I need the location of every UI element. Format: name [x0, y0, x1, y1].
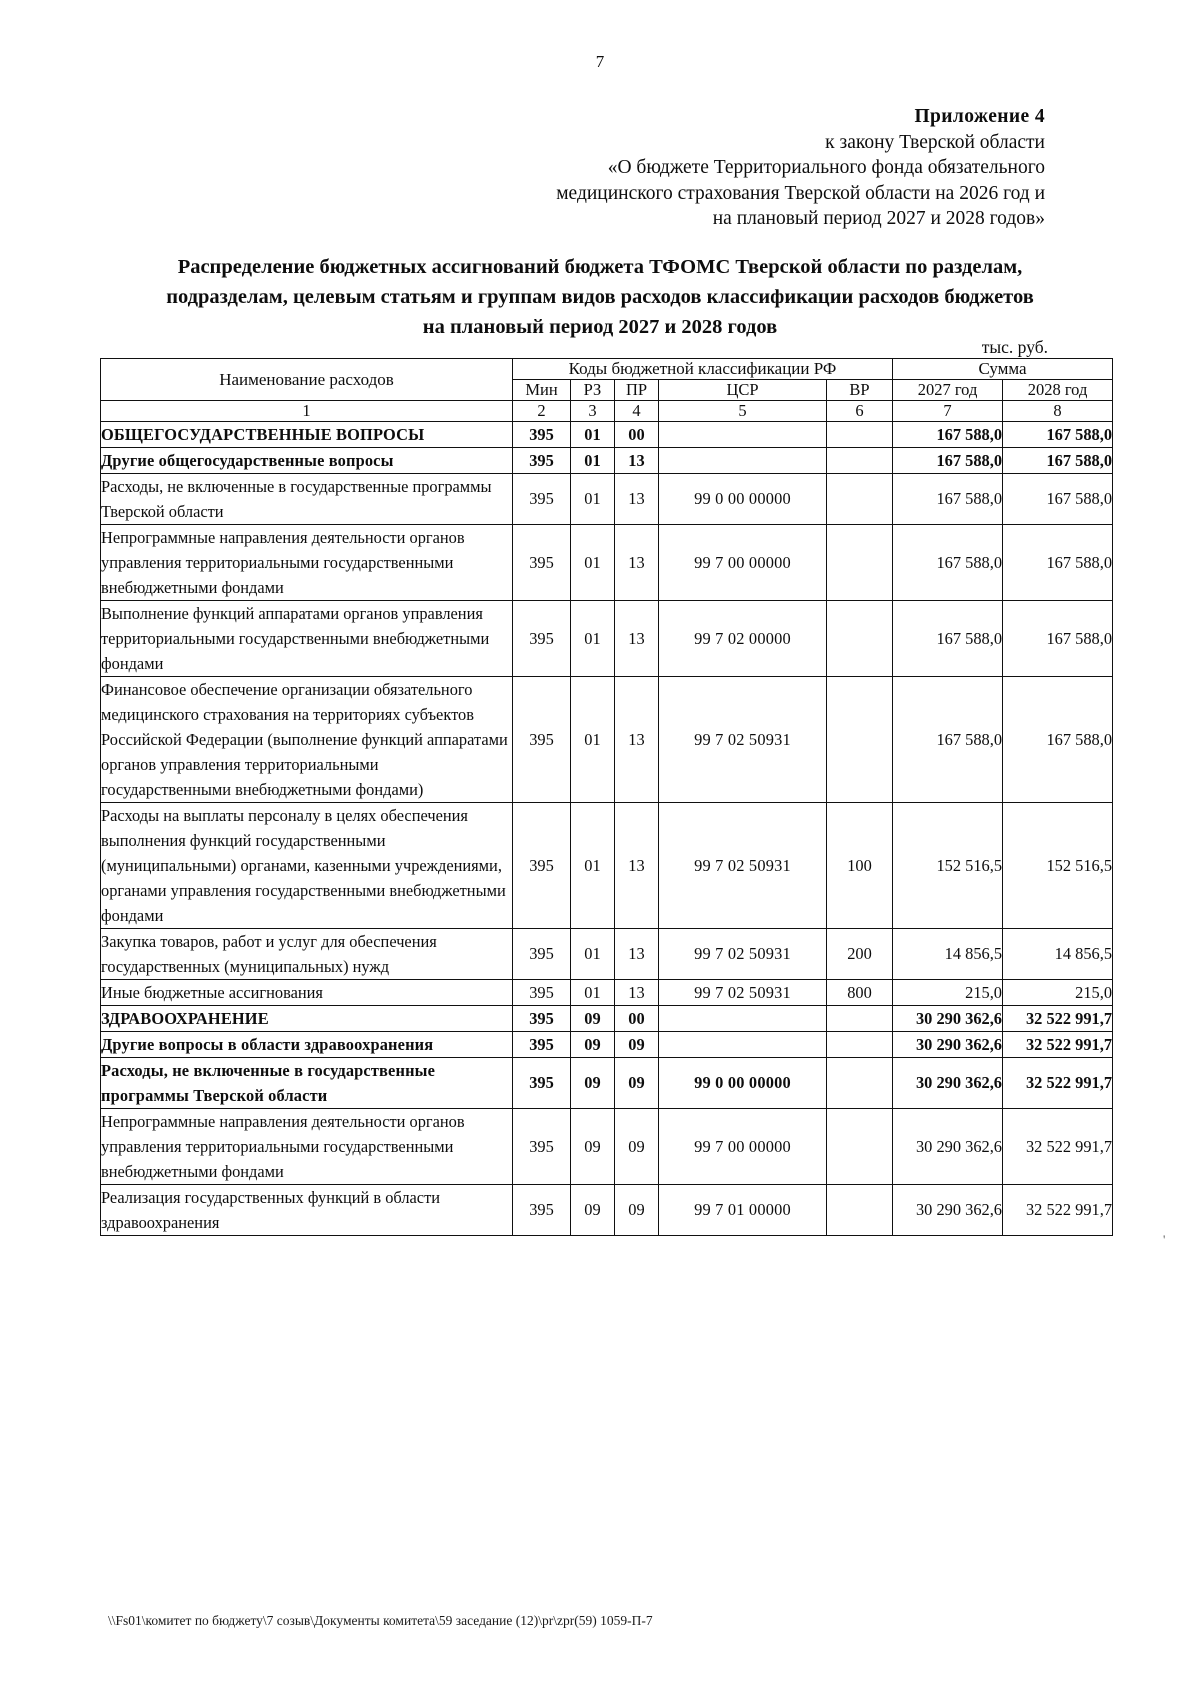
- cell-pr: 13: [615, 980, 659, 1006]
- table-row: [101, 929, 1113, 980]
- cell-sum-2028: 32 522 991,7: [1003, 1006, 1113, 1032]
- cell-rz: 09: [571, 1032, 615, 1058]
- cell-csr: 99 7 02 50931: [659, 803, 827, 929]
- document-title-line-2: подразделам, целевым статьям и группам видов расходов классификации расходов бюджетов: [166, 286, 1034, 308]
- units-note: тыс. руб.: [981, 337, 1048, 357]
- cell-sum-2027: 30 290 362,6: [893, 1058, 1003, 1109]
- cell-pr: 13: [615, 929, 659, 980]
- header-codes-group: Коды бюджетной классификации РФ: [513, 359, 893, 380]
- table-row: [101, 1185, 1113, 1236]
- cell-sum-2027: 167 588,0: [893, 525, 1003, 601]
- cell-min: 395: [513, 422, 571, 448]
- cell-name: Непрограммные направления деятельности органов управления территориальными государственными внебюджетными фондами: [101, 1109, 513, 1185]
- cell-csr: 99 0 00 00000: [659, 474, 827, 525]
- cell-sum-2027: 30 290 362,6: [893, 1185, 1003, 1236]
- footer-file-path: \\Fs01\комитет по бюджету\7 созыв\Документы комитета\59 заседание (12)\pr\zpr(59) 1059-П-7: [108, 1613, 653, 1628]
- cell-csr: 99 7 02 00000: [659, 601, 827, 677]
- cell-sum-2027: 167 588,0: [893, 677, 1003, 803]
- cell-sum-2028: 32 522 991,7: [1003, 1185, 1113, 1236]
- cell-csr: 99 7 02 50931: [659, 677, 827, 803]
- header-name: Наименование расходов: [101, 359, 513, 401]
- cell-min: 395: [513, 803, 571, 929]
- cell-sum-2028: 215,0: [1003, 980, 1113, 1006]
- cell-pr: 13: [615, 803, 659, 929]
- cell-sum-2028: 32 522 991,7: [1003, 1058, 1113, 1109]
- cell-pr: 09: [615, 1185, 659, 1236]
- document-title: [100, 252, 1100, 342]
- appendix-line-1: к закону Тверской области: [825, 131, 1045, 153]
- cell-csr: 99 7 00 00000: [659, 525, 827, 601]
- cell-min: 395: [513, 474, 571, 525]
- cell-sum-2027: 30 290 362,6: [893, 1032, 1003, 1058]
- cell-rz: 01: [571, 803, 615, 929]
- cell-vr: [827, 1032, 893, 1058]
- cell-rz: 01: [571, 422, 615, 448]
- cell-sum-2028: 167 588,0: [1003, 677, 1113, 803]
- cell-pr: 13: [615, 448, 659, 474]
- cell-name: Другие вопросы в области здравоохранения: [101, 1032, 513, 1058]
- cell-name: Финансовое обеспечение организации обязательного медицинского страхования на территориях субъектов Российской Федерации (выполнение функций аппаратами органов управления территориальными государственными внебюджетными фондами): [101, 677, 513, 803]
- table-body: [101, 422, 1113, 1236]
- cell-name: Расходы на выплаты персоналу в целях обеспечения выполнения функций государственными (муниципальными) органами, казенными учреждениями, органами управления государственными внебюджетными фондами: [101, 803, 513, 929]
- cell-pr: 00: [615, 422, 659, 448]
- header-row-groups: [101, 359, 1113, 380]
- cell-csr: [659, 422, 827, 448]
- cell-min: 395: [513, 677, 571, 803]
- cell-name: Другие общегосударственные вопросы: [101, 448, 513, 474]
- cell-min: 395: [513, 1058, 571, 1109]
- appendix-line-4: на плановый период 2027 и 2028 годов»: [712, 208, 1045, 229]
- cell-rz: 01: [571, 474, 615, 525]
- column-number-7: 7: [893, 401, 1003, 422]
- cell-min: 395: [513, 980, 571, 1006]
- table-row: [101, 525, 1113, 601]
- column-number-8: 8: [1003, 401, 1113, 422]
- cell-sum-2027: 167 588,0: [893, 601, 1003, 677]
- appendix-reference-block: [405, 104, 1045, 232]
- header-min: Мин: [513, 380, 571, 401]
- page-number: 7: [595, 52, 605, 71]
- cell-sum-2028: 167 588,0: [1003, 422, 1113, 448]
- cell-pr: 09: [615, 1109, 659, 1185]
- table-row: [101, 1006, 1113, 1032]
- cell-rz: 09: [571, 1006, 615, 1032]
- cell-csr: 99 7 01 00000: [659, 1185, 827, 1236]
- document-title-line-3: на плановый период 2027 и 2028 годов: [422, 316, 778, 338]
- table-row: [101, 1032, 1113, 1058]
- table-row: [101, 601, 1113, 677]
- document-title-line-1: Распределение бюджетных ассигнований бюджета ТФОМС Тверской области по разделам,: [177, 256, 1023, 278]
- cell-pr: 13: [615, 474, 659, 525]
- header-sum-group: Сумма: [893, 359, 1113, 380]
- header-vr: ВР: [827, 380, 893, 401]
- cell-vr: [827, 677, 893, 803]
- column-number-1: 1: [101, 401, 513, 422]
- cell-rz: 01: [571, 980, 615, 1006]
- cell-pr: 09: [615, 1032, 659, 1058]
- cell-vr: [827, 422, 893, 448]
- table-row: [101, 1058, 1113, 1109]
- cell-name: Расходы, не включенные в государственные программы Тверской области: [101, 1058, 513, 1109]
- cell-vr: [827, 1058, 893, 1109]
- cell-vr: [827, 525, 893, 601]
- cell-pr: 09: [615, 1058, 659, 1109]
- cell-sum-2027: 30 290 362,6: [893, 1109, 1003, 1185]
- cell-sum-2027: 14 856,5: [893, 929, 1003, 980]
- cell-vr: 200: [827, 929, 893, 980]
- cell-csr: [659, 448, 827, 474]
- header-rz: РЗ: [571, 380, 615, 401]
- cell-csr: 99 7 02 50931: [659, 980, 827, 1006]
- cell-sum-2027: 215,0: [893, 980, 1003, 1006]
- cell-pr: 13: [615, 601, 659, 677]
- cell-sum-2028: 167 588,0: [1003, 601, 1113, 677]
- column-number-5: 5: [659, 401, 827, 422]
- appendix-line-3: медицинского страхования Тверской области на 2026 год и: [556, 182, 1045, 204]
- cell-csr: [659, 1032, 827, 1058]
- header-year-2028: 2028 год: [1003, 380, 1113, 401]
- column-number-4: 4: [615, 401, 659, 422]
- cell-name: ЗДРАВООХРАНЕНИЕ: [101, 1006, 513, 1032]
- cell-min: 395: [513, 525, 571, 601]
- appendix-line-2: «О бюджете Территориального фонда обязательного: [607, 157, 1045, 178]
- cell-pr: 00: [615, 1006, 659, 1032]
- cell-vr: [827, 448, 893, 474]
- cell-csr: 99 7 00 00000: [659, 1109, 827, 1185]
- cell-vr: [827, 1185, 893, 1236]
- cell-vr: [827, 1006, 893, 1032]
- cell-csr: 99 0 00 00000: [659, 1058, 827, 1109]
- cell-sum-2028: 14 856,5: [1003, 929, 1113, 980]
- cell-name: Расходы, не включенные в государственные программы Тверской области: [101, 474, 513, 525]
- cell-pr: 13: [615, 525, 659, 601]
- cell-vr: [827, 1109, 893, 1185]
- cell-min: 395: [513, 448, 571, 474]
- cell-sum-2028: 167 588,0: [1003, 474, 1113, 525]
- cell-sum-2028: 167 588,0: [1003, 448, 1113, 474]
- cell-sum-2028: 32 522 991,7: [1003, 1032, 1113, 1058]
- header-pr: ПР: [615, 380, 659, 401]
- cell-name: Непрограммные направления деятельности органов управления территориальными государственными внебюджетными фондами: [101, 525, 513, 601]
- column-number-2: 2: [513, 401, 571, 422]
- cell-vr: [827, 474, 893, 525]
- cell-sum-2027: 167 588,0: [893, 474, 1003, 525]
- cell-sum-2028: 152 516,5: [1003, 803, 1113, 929]
- cell-min: 395: [513, 1185, 571, 1236]
- table-row: [101, 448, 1113, 474]
- cell-rz: 01: [571, 525, 615, 601]
- cell-vr: [827, 601, 893, 677]
- cell-pr: 13: [615, 677, 659, 803]
- appendix-title: Приложение 4: [914, 106, 1045, 127]
- cell-vr: 100: [827, 803, 893, 929]
- cell-csr: [659, 1006, 827, 1032]
- cell-min: 395: [513, 1032, 571, 1058]
- header-year-2027: 2027 год: [893, 380, 1003, 401]
- cell-sum-2027: 152 516,5: [893, 803, 1003, 929]
- cell-sum-2027: 30 290 362,6: [893, 1006, 1003, 1032]
- cell-name: Реализация государственных функций в области здравоохранения: [101, 1185, 513, 1236]
- column-number-6: 6: [827, 401, 893, 422]
- table-row: [101, 1109, 1113, 1185]
- budget-table-container: [100, 358, 1113, 1236]
- table-row: [101, 803, 1113, 929]
- cell-rz: 09: [571, 1185, 615, 1236]
- cell-min: 395: [513, 1006, 571, 1032]
- column-number-3: 3: [571, 401, 615, 422]
- table-row: [101, 980, 1113, 1006]
- cell-sum-2027: 167 588,0: [893, 448, 1003, 474]
- cell-rz: 01: [571, 448, 615, 474]
- table-row: [101, 677, 1113, 803]
- cell-sum-2028: 167 588,0: [1003, 525, 1113, 601]
- cell-min: 395: [513, 1109, 571, 1185]
- table-row: [101, 474, 1113, 525]
- cell-sum-2028: 32 522 991,7: [1003, 1109, 1113, 1185]
- cell-min: 395: [513, 601, 571, 677]
- cell-vr: 800: [827, 980, 893, 1006]
- cell-rz: 01: [571, 929, 615, 980]
- cell-csr: 99 7 02 50931: [659, 929, 827, 980]
- column-number-row: [101, 401, 1113, 422]
- header-csr: ЦСР: [659, 380, 827, 401]
- cell-rz: 01: [571, 601, 615, 677]
- cell-rz: 01: [571, 677, 615, 803]
- budget-table: [100, 358, 1113, 1236]
- cell-rz: 09: [571, 1109, 615, 1185]
- cell-min: 395: [513, 929, 571, 980]
- cell-name: ОБЩЕГОСУДАРСТВЕННЫЕ ВОПРОСЫ: [101, 422, 513, 448]
- cell-name: Закупка товаров, работ и услуг для обеспечения государственных (муниципальных) нужд: [101, 929, 513, 980]
- scan-artifact: ': [1163, 1232, 1166, 1247]
- table-head: [101, 359, 1113, 422]
- table-row: [101, 422, 1113, 448]
- cell-name: Выполнение функций аппаратами органов управления территориальными государственными внебюджетными фондами: [101, 601, 513, 677]
- cell-name: Иные бюджетные ассигнования: [101, 980, 513, 1006]
- cell-sum-2027: 167 588,0: [893, 422, 1003, 448]
- cell-rz: 09: [571, 1058, 615, 1109]
